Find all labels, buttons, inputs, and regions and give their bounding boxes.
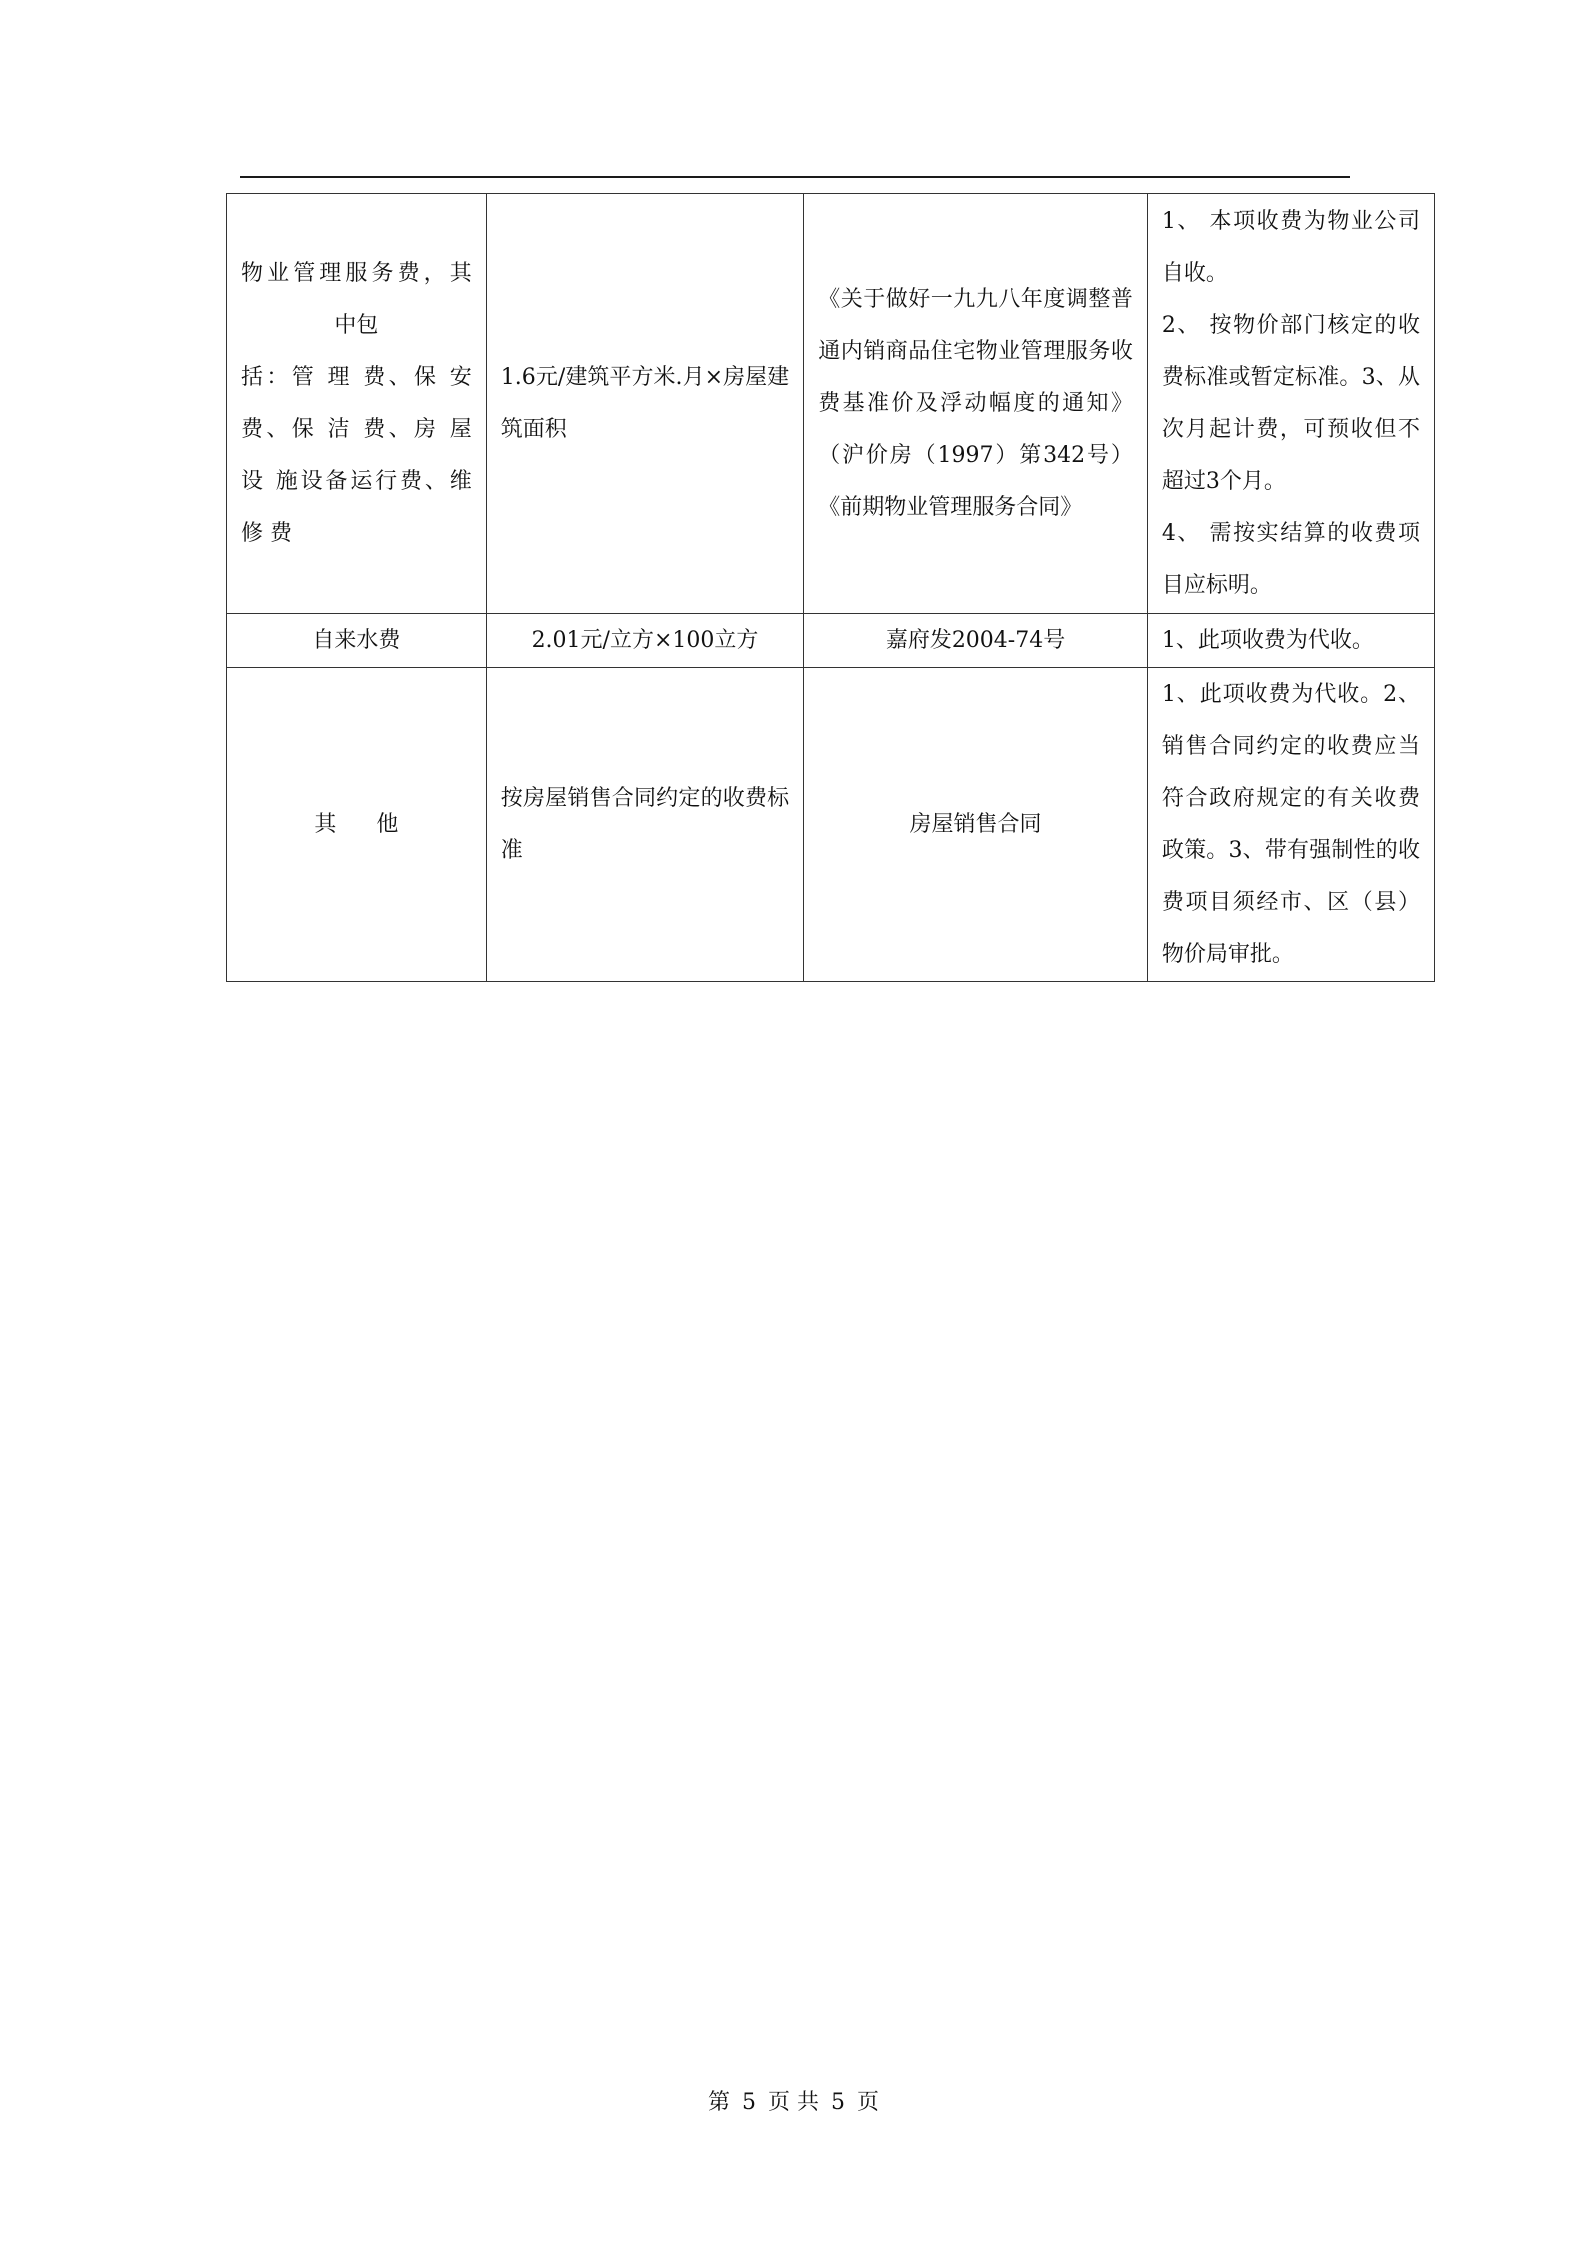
- standard-cell: 按房屋销售合同约定的收费标准: [486, 668, 803, 982]
- table-row: [227, 194, 1435, 614]
- page-footer: [0, 2085, 1587, 2116]
- note-line: 1、 本项收费为物业公司自收。: [1161, 208, 1420, 286]
- item-name-line: 设 施设备运行费、维: [241, 468, 472, 494]
- item-name-line: 物业管理服务费，其: [241, 260, 472, 286]
- header-rule: [240, 176, 1350, 178]
- footer-page-number: 5: [742, 2090, 756, 2115]
- item-name-line: 修 费: [241, 520, 292, 546]
- item-name-line: 费、保 洁 费、房 屋: [241, 416, 472, 442]
- notes-cell: [1147, 614, 1434, 668]
- fee-table: [226, 193, 1435, 982]
- item-cell: [227, 194, 487, 614]
- note-line: 1、此项收费为代收。2、销售合同约定的收费应当符合政府规定的有关收费政策。3、带有强制性的收费项目须经市、区（县）物价局审批。: [1161, 681, 1420, 967]
- note-line: 4、 需按实结算的收费项目应标明。: [1161, 520, 1420, 598]
- footer-total-pages: 5: [831, 2090, 845, 2115]
- item-name: 其他: [314, 811, 439, 837]
- basis-cell: 《关于做好一九九八年度调整普通内销商品住宅物业管理服务收费基准价及浮动幅度的通知》（沪价房（1997）第342号）《前期物业管理服务合同》: [804, 194, 1148, 614]
- note-line: 1、此项收费为代收。: [1161, 627, 1374, 653]
- basis-cell: 嘉府发2004-74号: [804, 614, 1148, 668]
- table-row: [227, 668, 1435, 982]
- item-name-line: 括：管 理 费、保 安: [241, 364, 472, 390]
- notes-cell: [1147, 194, 1434, 614]
- basis-cell: 房屋销售合同: [804, 668, 1148, 982]
- standard-cell: 2.01元/立方×100立方: [486, 614, 803, 668]
- item-cell: 自来水费: [227, 614, 487, 668]
- standard-cell: 1.6元/建筑平方米.月×房屋建筑面积: [486, 194, 803, 614]
- notes-cell: [1147, 668, 1434, 982]
- footer-mid: 页 共: [768, 2090, 819, 2115]
- item-name-line: 中包: [334, 312, 379, 338]
- footer-prefix: 第: [707, 2090, 730, 2115]
- table-row: [227, 614, 1435, 668]
- item-cell: [227, 668, 487, 982]
- note-line: 2、 按物价部门核定的收费标准或暂定标准。3、从次月起计费，可预收但不超过3个月。: [1161, 312, 1420, 494]
- footer-suffix: 页: [857, 2090, 880, 2115]
